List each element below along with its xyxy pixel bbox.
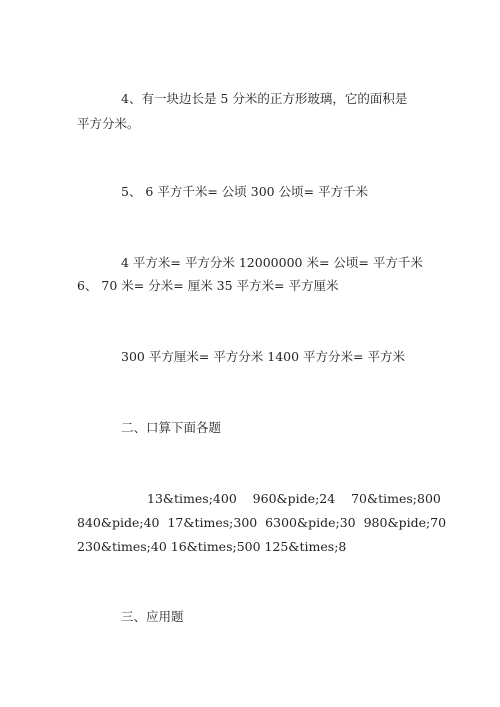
question-4-line-1: 4、有一块边长是 5 分米的正方形玻璃，它的面积是	[121, 91, 408, 106]
calculation-line-1: 13&times;400 960&pide;24 70&times;800	[147, 491, 441, 506]
conversion-line-1: 4 平方米= 平方分米 12000000 米= 公顷= 平方千米	[121, 255, 423, 270]
section-3-title: 三、应用题	[121, 609, 184, 624]
conversion-line-3: 300 平方厘米= 平方分米 1400 平方分米= 平方米	[121, 349, 405, 364]
question-4-line-2: 平方分米。	[77, 116, 140, 131]
calculation-line-2: 840&pide;40 17&times;300 6300&pide;30 980&pide;70	[77, 515, 447, 530]
question-5-line: 5、 6 平方千米= 公顷 300 公顷= 平方千米	[121, 184, 369, 199]
question-6-line: 6、 70 米= 分米= 厘米 35 平方米= 平方厘米	[77, 278, 339, 293]
section-2-title: 二、口算下面各题	[121, 420, 222, 435]
calculation-line-3: 230&times;40 16&times;500 125&times;8	[77, 539, 347, 554]
